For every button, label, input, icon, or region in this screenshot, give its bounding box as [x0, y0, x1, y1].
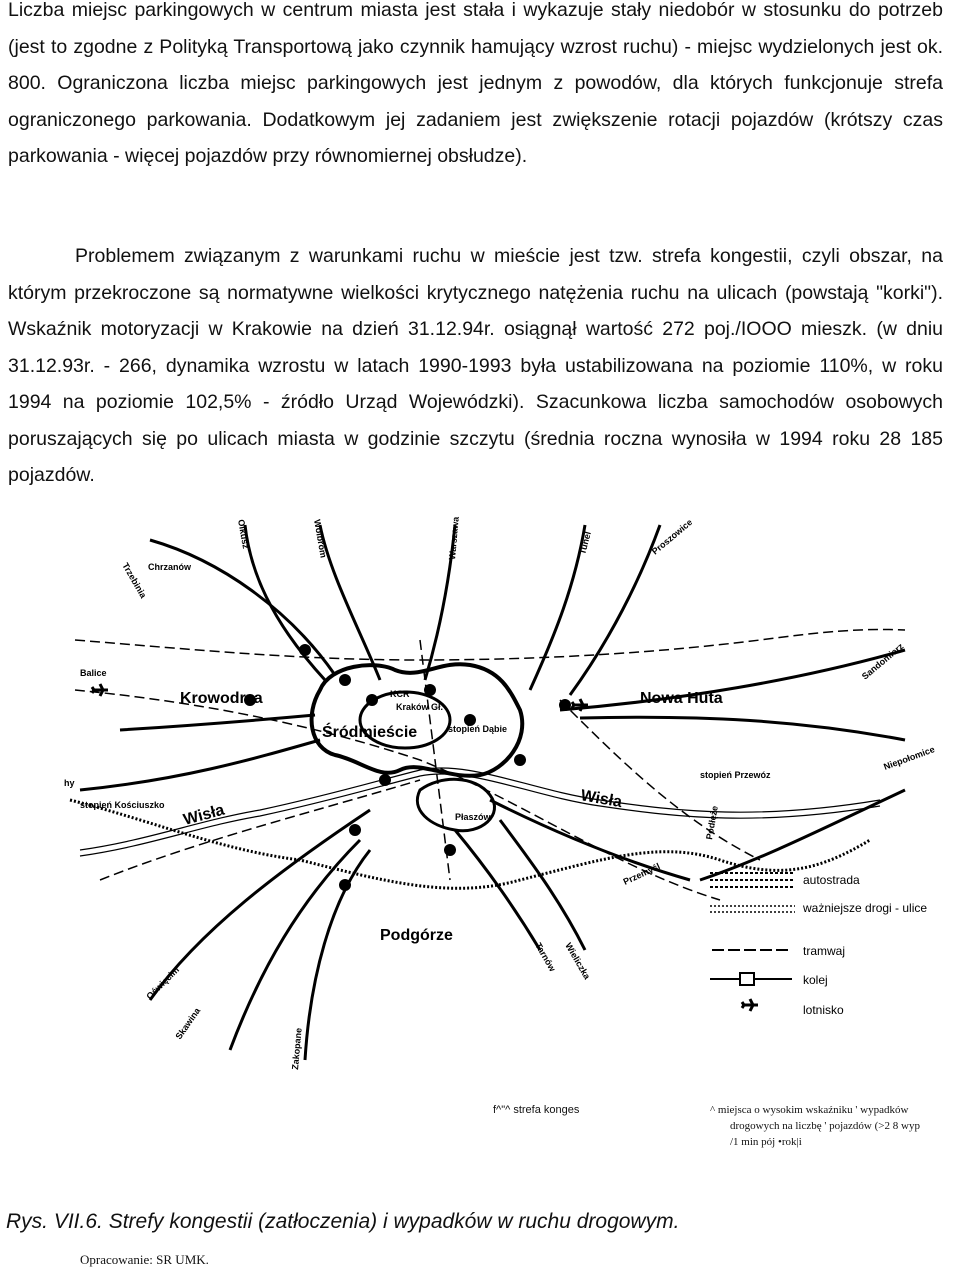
river-label-west: Wisła — [181, 801, 227, 829]
place-kcr: KCR — [390, 689, 410, 699]
airplane-icon — [742, 999, 758, 1011]
place-podleze: Podłęże — [704, 805, 720, 841]
place-stopien-kosciuszko: stopień Kościuszko — [80, 800, 165, 810]
place-wolbrom: Wolbrom — [312, 518, 329, 559]
place-stopien-dabie: stopień Dąbie — [448, 724, 508, 734]
place-olkusz: Olkusz — [236, 518, 252, 550]
legend-tram: tramwaj — [803, 944, 846, 958]
district-podgorze: Podgórze — [380, 927, 453, 944]
place-hy: hy — [64, 778, 75, 788]
motorway-symbol — [710, 873, 795, 887]
paragraph-parking: Liczba miejsc parkingowych w centrum miasta jest stała i wykazuje stały niedobór w stosunku do potrzeb (jest to zgodne z Polityką Transportową jako czynnik hamujący wzrost ruchu) - miejsc wydzielonych jest ok. 800. Ograniczona liczba miejsc parkingowych jest jednym z powodów, dla których funkcjonuje strefa ograniczonego parkowania. Dodatkowym jej zadaniem jest zwiększenie rotacji pojazdów (krótszy czas parkowania - więcej pojazdów przy równomiernej obsłudze). — [8, 0, 943, 167]
place-sandomierz: Sandomierz — [859, 641, 906, 682]
footnote-line-1: ^ miejsca o wysokim wskaźniku ' wypadków — [710, 1104, 909, 1116]
figure-credit: Opracowanie: SR UMK. — [80, 1252, 209, 1267]
map-legend — [710, 873, 927, 1017]
legend-rail: kolej — [803, 973, 828, 987]
district-nowa-huta: Nowa Huta — [640, 690, 723, 707]
legend-motorway: autostrada — [803, 873, 860, 887]
road-symbol — [710, 906, 795, 912]
place-trzebinia: Trzebinia — [120, 561, 149, 600]
legend-airport: lotnisko — [803, 1003, 844, 1017]
airplane-icon — [92, 684, 108, 696]
footnote-congestion-zone: f^"^ strefa konges — [493, 1104, 580, 1116]
place-zakopane: Zakopane — [290, 1027, 304, 1071]
place-stopien-przewoz: stopień Przewóz — [700, 770, 771, 780]
footnote-line-3: /1 min pój •rok|i — [730, 1136, 802, 1148]
rail-symbol — [710, 973, 792, 985]
plaszow-zone — [417, 779, 494, 830]
place-skawina: Skawina — [173, 1005, 203, 1042]
krakow-congestion-map — [0, 505, 960, 1095]
place-wieliczka: Wieliczka — [563, 941, 593, 982]
river-label-east: Wisła — [579, 787, 624, 812]
place-przemysl: Przemyśl — [621, 861, 662, 887]
place-warszawa: Warszawa — [447, 516, 461, 561]
paragraph-congestion: Problemem związanym z warunkami ruchu w mieście jest tzw. strefa kongestii, czyli obszar, na którym przekroczone są normatywne wielkości krytycznego natężenia ruchu na ulicach (powstają "korki"). Wskaźnik motoryzacji w Krakowie na dzień 31.12.94r. osiągnął wartość 272 poj./IOOO mieszk. (w dniu 31.12.93r. - 266, dynamika wzrostu w latach 1990-1993 była ustabilizowana na poziomie 110%, w roku 1994 na poziomie 102,5% - źródło Urząd Wojewódzki). Szacunkowa liczba samochodów osobowych poruszających się po ulicach miasta w godzinie szczytu (średnia roczna wynosiła w 1994 roku 28 185 pojazdów. — [8, 245, 943, 486]
figure-caption: Rys. VII.6. Strefy kongestii (zatłoczenia) i wypadków w ruchu drogowym. — [6, 1210, 680, 1233]
footnote-accident-spots — [710, 1102, 950, 1150]
place-tarnow: Tarnów — [533, 941, 558, 974]
district-krowodrza: Krowodrza — [180, 690, 263, 707]
place-krakow-gl: Kraków Gł. — [396, 702, 444, 712]
place-tunel: Tunel — [577, 530, 593, 556]
place-proszowice: Proszowice — [649, 517, 695, 557]
place-niepolomice: Niepołomice — [882, 744, 936, 772]
district-plaszow: Płaszów — [455, 812, 491, 822]
place-oswiecim: Oświęcim — [144, 964, 182, 1002]
legend-roads: ważniejsze drogi - ulice — [803, 901, 928, 915]
district-srodmiescie: Śródmieście — [322, 724, 418, 741]
footnote-line-2: drogowych na liczbę ' pojazdów (>2 8 wyp — [730, 1120, 920, 1132]
place-balice: Balice — [80, 668, 107, 678]
place-chrzanow: Chrzanów — [148, 562, 192, 572]
